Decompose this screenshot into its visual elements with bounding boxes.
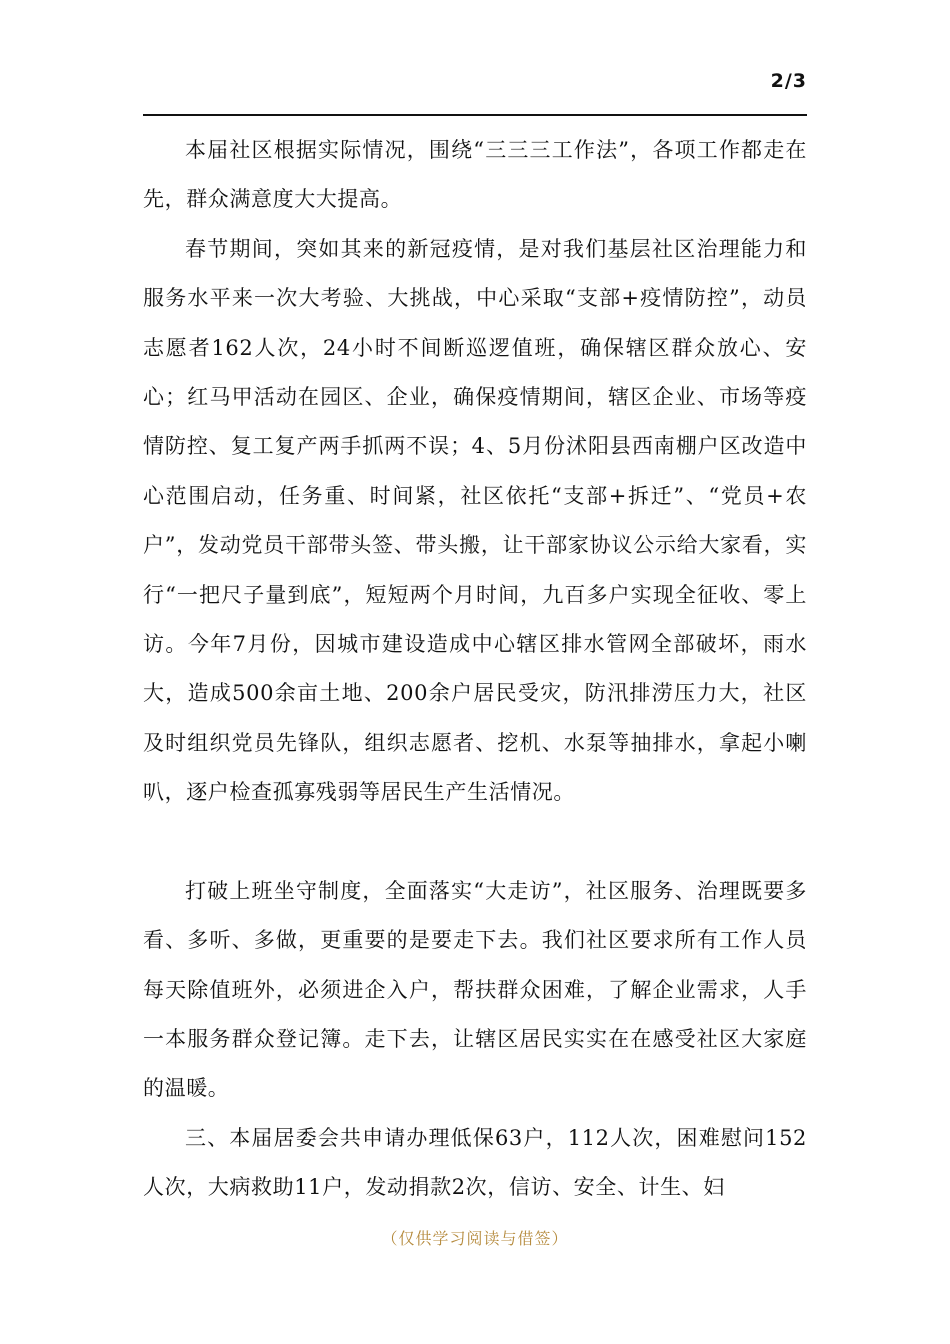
paragraph-4: 三、本届居委会共申请办理低保63户，112人次，困难慰问152人次，大病救助11户，发动捐款2次，信访、安全、计生、妇 [143,1125,807,1200]
page-number: 2/3 [770,70,807,92]
paragraph-3: 打破上班坐守制度，全面落实“大走访”，社区服务、治理既要多看、多听、多做，更重要的是要走下去。我们社区要求所有工作人员每天除值班外，必须进企入户，帮扶群众困难，了解企业需求，人手一本服务群众登记簿。走下去，让辖区居民实实在在感受社区大家庭的温暖。 [143,878,807,1101]
document-body [143,126,807,1213]
paragraph-2: 春节期间，突如其来的新冠疫情，是对我们基层社区治理能力和服务水平来一次大考验、大挑战，中心采取“支部+疫情防控”，动员志愿者162人次，24小时不间断巡逻值班，确保辖区群众放心、安心；红马甲活动在园区、企业，确保疫情期间，辖区企业、市场等疫情防控、复工复产两手抓两不误；4、5月份沭阳县西南棚户区改造中心范围启动，任务重、时间紧，社区依托“支部+拆迁”、“党员+农户”，发动党员干部带头签、带头搬，让干部家协议公示给大家看，实行“一把尺子量到底”，短短两个月时间，九百多户实现全征收、零上访。今年7月份，因城市建设造成中心辖区排水管网全部破坏，雨水大，造成500余亩土地、200余户居民受灾，防汛排涝压力大，社区及时组织党员先锋队，组织志愿者、挖机、水泵等抽排水，拿起小喇叭，逐户检查孤寡残弱等居民生产生活情况。 [143,236,807,805]
header-divider [143,114,807,116]
paragraph-1: 本届社区根据实际情况，围绕“三三三工作法”，各项工作都走在先，群众满意度大大提高。 [143,138,807,212]
footer-note: （仅供学习阅读与借签） [381,1229,569,1248]
